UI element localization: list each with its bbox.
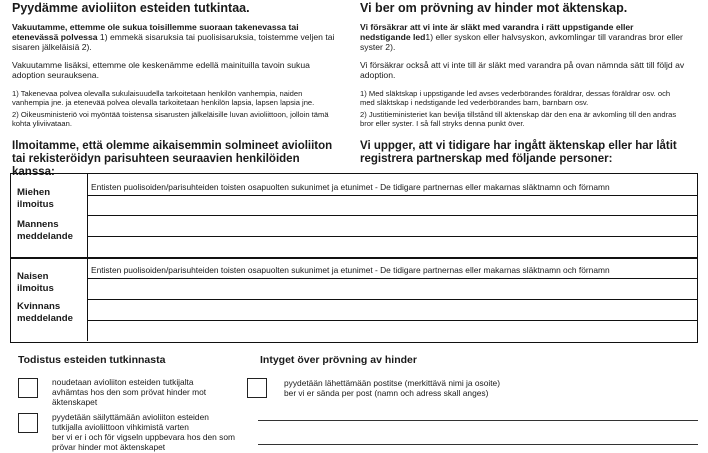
sv-section-title: Vi uppger, att vi tidigare har ingått äktenskap eller har låtit registrera partnerskap med följande personer: [360, 140, 677, 165]
certificate-title-sv: Intyget över prövning av hinder [260, 354, 417, 366]
sv-note1: 1) Med släktskap i uppstigande led avses vederbörandes föräldrar, dessas föräldrar osv. och med släktskap i nedstigande led vederbörandes barn, barnbarn osv. [360, 89, 671, 107]
previous-marriages-table [10, 173, 698, 343]
fi-note1: 1) Takenevaa polvea olevalla sukulaisuudella tarkoitetaan henkilön vanhempia, naiden vanhempia jne. ja etenevää polvea olevalla tarkoitetaan henkilön lapsia, lapsen lapsia jne. [12, 89, 315, 107]
man-previous-spouse-field-2[interactable] [88, 216, 696, 235]
mail-checkbox[interactable] [247, 378, 267, 398]
fi-note2: 2) Oikeusministeriö voi myöntää toistensa sisarusten jälkeläisille luvan avioliittoon, jolloin tämä kohta yliviivataan. [12, 110, 329, 128]
sv-note2: 2) Justitieministeriet kan bevilja tillstånd till äktenskap där den ena är avkomling till den andras bror eller syster. I så fall stryks denna punkt över. [360, 110, 677, 128]
pickup-checkbox[interactable] [18, 378, 38, 398]
mail-option-fi: pyydetään lähettämään postitse (merkittävä nimi ja osoite) [284, 378, 500, 388]
man-label-fi: Miehen ilmoitus [17, 187, 54, 210]
sv-heading: Vi ber om prövning av hinder mot äktenskap. [360, 1, 628, 15]
pickup-option-fi: noudetaan avioliiton esteiden tutkijalta [52, 377, 194, 387]
sv-intro-bold: Vi försäkrar att vi inte är släkt med varandra i rätt uppstigande eller nedstigande led [360, 22, 634, 42]
table-section-divider [11, 257, 697, 259]
fi-intro-bold: Vakuutamme, ettemme ole sukua toisillemme suoraan takenevassa tai etenevässä polvessa [12, 22, 299, 42]
address-field-1[interactable] [258, 404, 698, 420]
keep-option-sv: ber vi er i och för vigseln uppbevara hos den som prövar hinder mot äktenskapet [52, 432, 235, 452]
fi-intro2: Vakuutamme lisäksi, ettemme ole keskenämme edellä mainituilla tavoin sukua adoption seurauksena. [12, 60, 310, 80]
address-line-1 [258, 420, 698, 421]
address-line-2 [258, 444, 698, 445]
fi-section-title: Ilmoitamme, että olemme aikaisemmin solmineet avioliiton tai rekisteröidyn parisuhteen seuraavien henkilöiden kanssa: [12, 140, 333, 178]
man-previous-spouse-field-3[interactable] [88, 237, 696, 256]
woman-label-fi: Naisen ilmoitus [17, 271, 54, 294]
pickup-option-text [52, 377, 232, 407]
woman-previous-spouse-field-1[interactable] [88, 279, 696, 298]
man-column-header: Entisten puolisoiden/parisuhteiden toisten osapuolten sukunimet ja etunimet - De tidigare partnernas eller makarnas släktnamn och förnamn [91, 182, 610, 192]
sv-intro [360, 22, 685, 52]
mail-option-text [284, 378, 584, 398]
fi-intro-rest: 1) emmekä sisaruksia tai puolisisaruksia, toistemme veljen tai sisaren jälkeläisiä 2). [12, 32, 335, 52]
woman-previous-spouse-field-3[interactable] [88, 321, 696, 340]
woman-label-sv: Kvinnans meddelande [17, 301, 73, 324]
fi-intro [12, 22, 337, 52]
sv-intro-rest: 1) eller syskon eller halvsyskon, avkomlingar till varandras bror eller syster 2). [360, 32, 683, 52]
address-field-2[interactable] [258, 426, 698, 443]
certificate-title-fi: Todistus esteiden tutkinnasta [18, 354, 166, 366]
woman-previous-spouse-field-2[interactable] [88, 300, 696, 319]
man-previous-spouse-field-1[interactable] [88, 196, 696, 214]
keep-option-text [52, 412, 237, 452]
fi-heading: Pyydämme avioliiton esteiden tutkintaa. [12, 1, 250, 15]
pickup-option-sv: avhämtas hos den som prövat hinder mot äktenskapet [52, 387, 207, 407]
keep-option-fi: pyydetään säilyttämään avioliiton esteiden tutkijalla avioliittoon vihkimistä varten [52, 412, 209, 432]
sv-intro2: Vi försäkrar också att vi inte till är släkt med varandra på ovan nämnda sätt till följd av adoption. [360, 60, 685, 80]
woman-column-header: Entisten puolisoiden/parisuhteiden toisten osapuolten sukunimet ja etunimet - De tidigare partnernas eller makarnas släktnamn och förnamn [91, 265, 610, 275]
mail-option-sv: ber vi er sända per post (namn och adress skall anges) [284, 388, 489, 398]
keep-checkbox[interactable] [18, 413, 38, 433]
man-label-sv: Mannens meddelande [17, 219, 73, 242]
